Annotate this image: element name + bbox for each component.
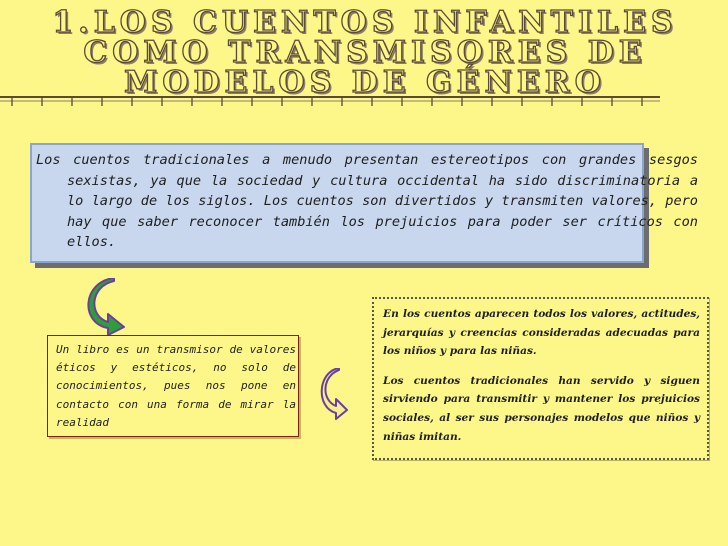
curved-arrow-icon <box>319 368 349 420</box>
title-line-1: 1.LOS CUENTOS INFANTILES <box>52 5 678 40</box>
left-paragraph: Un libro es un transmisor de valores éticos y estéticos, no solo de conocimientos, pues nos pone en contacto con una forma de mirar la realidad <box>56 343 296 429</box>
right-paragraph-1: En los cuentos aparecen todos los valores, actitudes, jerarquías y creencias consideradas adecuadas para los niños y para las niñas. <box>383 308 700 358</box>
right-text-content <box>383 305 700 446</box>
title-divider <box>0 93 728 109</box>
main-paragraph: Los cuentos tradicionales a menudo presentan estereotipos con grandes sesgos sexistas, ya que la sociedad y cultura occidental ha sido discriminatoria a lo largo de los siglos. Los cuentos son divertidos y transmiten valores, pero hay que saber reconocer también los prejuicios para poder ser críticos con ellos. <box>36 152 698 250</box>
title-line-2: COMO TRANSMISORES DE <box>83 35 647 70</box>
title-line-3: MODELOS DE GÉNERO <box>124 65 606 100</box>
slide-title <box>40 5 690 100</box>
curved-arrow-icon <box>84 278 130 336</box>
right-paragraph-2: Los cuentos tradicionales han servido y siguen sirviendo para transmitir y mantener los prejuicios sociales, al ser sus personajes modelos que niños y niñas imitan. <box>383 374 700 443</box>
